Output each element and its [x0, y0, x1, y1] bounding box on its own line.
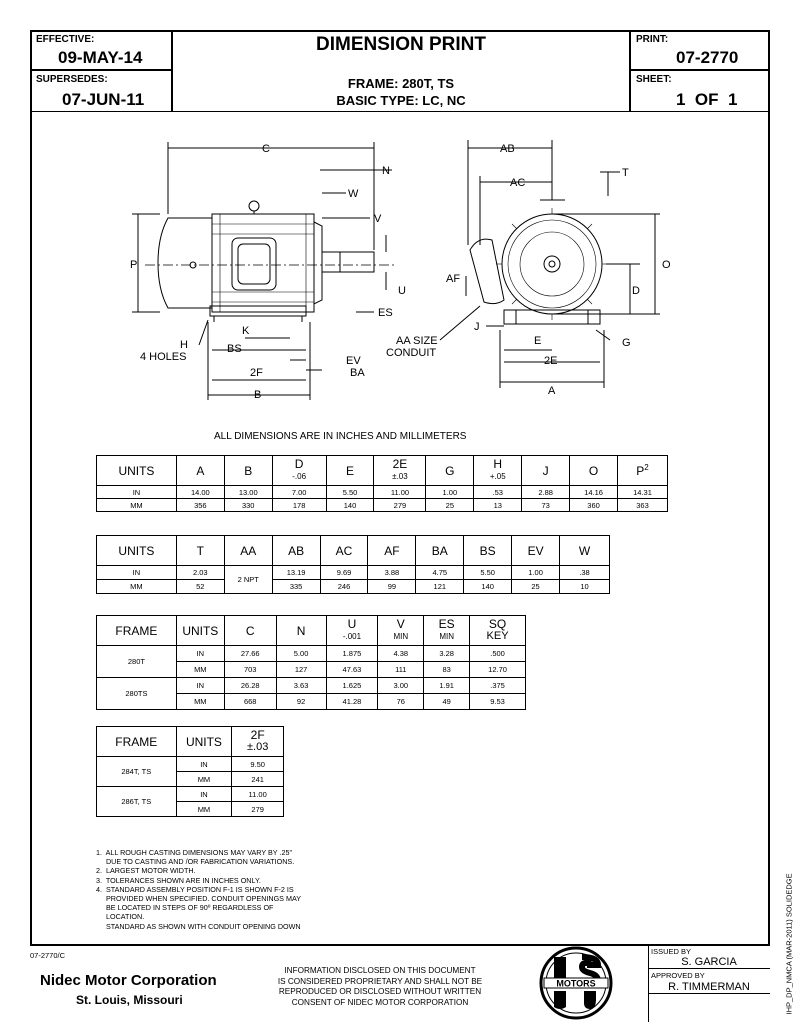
print-number: 07-2770	[676, 48, 739, 67]
t2-cell: 246	[320, 580, 368, 594]
t3-h-c: C	[224, 616, 276, 646]
t3-cell: 4.38	[378, 646, 424, 662]
all-dims-note: ALL DIMENSIONS ARE IN INCHES AND MILLIMETERS	[214, 431, 467, 442]
t1-cell: 14.00	[176, 486, 224, 499]
t3-cell: IN	[176, 646, 224, 662]
t3-h-sq-key: SQ KEY	[470, 616, 526, 646]
dim-n: N	[382, 165, 390, 177]
t1-cell: 5.50	[326, 486, 374, 499]
us-motors-logo	[538, 945, 614, 1021]
t3-cell: 1.625	[326, 678, 378, 694]
t1-h-b: B	[224, 456, 272, 486]
dim-b: B	[254, 389, 262, 401]
side-feet	[210, 306, 306, 316]
table-row	[97, 787, 284, 802]
t1-cell: 2.88	[522, 486, 570, 499]
dim-h: H	[180, 339, 188, 351]
t3-h-es: ES MIN	[424, 616, 470, 646]
dim-4holes: 4 HOLES	[140, 351, 187, 363]
sheet-number: 1 OF 1	[676, 90, 738, 109]
dim-a: A	[548, 385, 556, 397]
t3-cell: .375	[470, 678, 526, 694]
supersedes-label: SUPERSEDES:	[36, 74, 108, 85]
t3-cell: 3.00	[378, 678, 424, 694]
disclaimer-line: REPRODUCED OR DISCLOSED WITHOUT WRITTEN	[278, 987, 482, 996]
effective-date: 09-MAY-14	[58, 48, 143, 67]
t1-h-units: UNITS	[97, 456, 177, 486]
table-row	[97, 757, 284, 772]
t4-cell: IN	[176, 757, 232, 772]
t3-cell: 111	[378, 662, 424, 678]
approved-by: R. TIMMERMAN	[648, 981, 770, 994]
t2-cell: 335	[272, 580, 320, 594]
t3-h-units: UNITS	[176, 616, 224, 646]
table-row	[97, 646, 526, 662]
t1-h-a: A	[176, 456, 224, 486]
t2-h-af: AF	[368, 536, 416, 566]
t2-cell: 9.69	[320, 566, 368, 580]
dim-t: T	[622, 167, 629, 179]
t2-cell: 5.50	[464, 566, 512, 580]
t1-h-j: J	[522, 456, 570, 486]
end-shaft	[544, 256, 560, 272]
t2-cell: 1.00	[512, 566, 560, 580]
t3-cell: 668	[224, 694, 276, 710]
t1-cell: 1.00	[426, 486, 474, 499]
t2-cell: IN	[97, 566, 177, 580]
t2-h-t: T	[176, 536, 224, 566]
t3-h-n: N	[276, 616, 326, 646]
side-frame	[212, 214, 314, 312]
t2-cell: .38	[560, 566, 610, 580]
t3-h-v: V MIN	[378, 616, 424, 646]
t4-cell: 241	[232, 772, 284, 787]
dim-o: O	[662, 259, 671, 271]
t1-cell: 7.00	[272, 486, 326, 499]
dim-v: V	[374, 213, 382, 225]
dim-d: D	[632, 285, 640, 297]
disclaimer-line: IS CONSIDERED PROPRIETARY AND SHALL NOT BE	[277, 976, 483, 986]
t3-frame-280t: 280T	[97, 646, 177, 678]
t3-cell: 92	[276, 694, 326, 710]
t3-cell: 27.66	[224, 646, 276, 662]
t2-cell: 13.19	[272, 566, 320, 580]
note-line: STANDARD AS SHOWN WITH CONDUIT OPENING DOWN	[96, 921, 301, 931]
note-line: BE LOCATED IN STEPS OF 90º REGARDLESS OF	[96, 903, 274, 913]
dim-bs: BS	[227, 343, 242, 355]
disclaimer-line: CONSENT OF NIDEC MOTOR CORPORATION	[291, 997, 469, 1007]
t1-cell: 13	[474, 499, 522, 512]
t3-cell: 3.28	[424, 646, 470, 662]
t1-cell: 13.00	[224, 486, 272, 499]
t3-cell: 26.28	[224, 678, 276, 694]
sheet-label: SHEET:	[636, 74, 672, 85]
note-line: 3. TOLERANCES SHOWN ARE IN INCHES ONLY.	[96, 875, 261, 885]
motor-drawing	[0, 0, 800, 430]
t3-h-frame: FRAME	[97, 616, 177, 646]
t3-cell: 703	[224, 662, 276, 678]
t3-cell: 5.00	[276, 646, 326, 662]
t4-cell: 11.00	[232, 787, 284, 802]
t3-cell: 49	[424, 694, 470, 710]
company-city: St. Louis, Missouri	[76, 993, 183, 1007]
t2-cell: 2.03	[176, 566, 224, 580]
print-label: PRINT:	[636, 34, 669, 45]
t3-cell: 41.28	[326, 694, 378, 710]
supersedes-date: 07-JUN-11	[62, 90, 145, 109]
t3-cell: IN	[176, 678, 224, 694]
side-endbell	[158, 218, 212, 308]
note-line: LOCATION.	[96, 912, 145, 922]
t2-h-units: UNITS	[97, 536, 177, 566]
t1-cell: 363	[618, 499, 668, 512]
t1-cell: 360	[570, 499, 618, 512]
t2-cell: 140	[464, 580, 512, 594]
t3-cell: 1.875	[326, 646, 378, 662]
dim-ac: AC	[510, 177, 526, 189]
t2-cell: 121	[416, 580, 464, 594]
table-frame-dimensions	[96, 615, 526, 710]
t2-cell: 52	[176, 580, 224, 594]
table-row	[97, 499, 668, 512]
t1-cell: 330	[224, 499, 272, 512]
dim-g: G	[622, 337, 631, 349]
t3-cell: 9.53	[470, 694, 526, 710]
issued-by: S. GARCIA	[648, 956, 770, 969]
t2-cell: 4.75	[416, 566, 464, 580]
approved-by-label: APPROVED BY	[651, 971, 705, 980]
t1-cell: 14.31	[618, 486, 668, 499]
note-line: 2. LARGEST MOTOR WIDTH.	[96, 866, 196, 876]
dim-af: AF	[446, 273, 461, 285]
side-code: IHP_DP_NMCA (MAR-2011) SOLIDEDGE	[784, 873, 794, 1015]
t4-cell: IN	[176, 787, 232, 802]
t2-h-ac: AC	[320, 536, 368, 566]
dim-ba: BA	[350, 367, 365, 379]
t3-cell: .500	[470, 646, 526, 662]
t1-h-p: $P^2$	[618, 456, 668, 486]
t4-cell: MM	[176, 802, 232, 817]
dim-k: K	[242, 325, 250, 337]
effective-label: EFFECTIVE:	[36, 34, 95, 45]
disclaimer	[258, 966, 502, 1008]
t3-cell: 83	[424, 662, 470, 678]
t3-cell: 76	[378, 694, 424, 710]
issued-by-label: ISSUED BY	[651, 947, 692, 956]
dim-ab: AB	[500, 143, 515, 155]
t1-cell: 73	[522, 499, 570, 512]
t1-cell: 140	[326, 499, 374, 512]
t3-frame-280ts: 280TS	[97, 678, 177, 710]
dim-e: E	[534, 335, 542, 347]
table-dimensions-2	[96, 535, 610, 594]
company-name: Nidec Motor Corporation	[40, 972, 217, 989]
table-row	[97, 678, 526, 694]
t4-cell: 9.50	[232, 757, 284, 772]
t1-cell: 14.16	[570, 486, 618, 499]
doc-code: 07-2770/C	[30, 951, 66, 960]
t1-cell: 178	[272, 499, 326, 512]
t3-cell: 3.63	[276, 678, 326, 694]
frame-line: FRAME: 280T, TS	[347, 76, 455, 91]
t2-cell: 10	[560, 580, 610, 594]
t1-h-o: O	[570, 456, 618, 486]
dim-2e: 2E	[544, 355, 558, 367]
t1-h-h: H +.05	[474, 456, 522, 486]
dim-ev: EV	[346, 355, 361, 367]
t1-cell: 25	[426, 499, 474, 512]
t4-cell: MM	[176, 772, 232, 787]
dim-conduit: CONDUIT	[386, 347, 437, 359]
t3-cell: 127	[276, 662, 326, 678]
t2-h-ba: BA	[416, 536, 464, 566]
t2-h-w: W	[560, 536, 610, 566]
t2-cell: MM	[97, 580, 177, 594]
t2-h-bs: BS	[464, 536, 512, 566]
t3-h-u: U -.001	[326, 616, 378, 646]
t4-frame-284: 284T, TS	[97, 757, 177, 787]
table-row	[97, 580, 610, 594]
t1-h-g: G	[426, 456, 474, 486]
t1-cell: IN	[97, 486, 177, 499]
note-line: DUE TO CASTING AND /OR FABRICATION VARIATIONS.	[96, 857, 295, 867]
t2-aa-value: 2 NPT	[224, 566, 272, 594]
dim-j: J	[474, 321, 480, 333]
t4-frame-286: 286T, TS	[97, 787, 177, 817]
dim-p: P	[130, 259, 138, 271]
t3-cell: 12.70	[470, 662, 526, 678]
note-line: PROVIDED WHEN SPECIFIED. CONDUIT OPENINGS MAY	[96, 894, 302, 904]
t1-cell: 356	[176, 499, 224, 512]
t1-h-d: D -.06	[272, 456, 326, 486]
table-dimensions-1	[96, 455, 668, 512]
note-line: 1. ALL ROUGH CASTING DIMENSIONS MAY VARY BY .25"	[96, 848, 293, 857]
dim-2f: 2F	[250, 367, 263, 379]
t3-cell: MM	[176, 694, 224, 710]
dim-es: ES	[378, 307, 393, 319]
t1-h-e: E	[326, 456, 374, 486]
dim-aa-size: AA SIZE	[396, 335, 438, 347]
dim-w: W	[348, 188, 359, 200]
t1-cell: .53	[474, 486, 522, 499]
t2-h-aa: AA	[224, 536, 272, 566]
side-shaft	[322, 252, 374, 272]
dim-c: C	[262, 143, 270, 155]
t3-cell: 47.63	[326, 662, 378, 678]
table-row	[97, 566, 610, 580]
end-conduit-box	[470, 239, 504, 303]
t4-cell: 279	[232, 802, 284, 817]
t4-h-units: UNITS	[176, 727, 232, 757]
t1-cell: 279	[374, 499, 426, 512]
t1-h-2e: 2E ±.03	[374, 456, 426, 486]
page-title: DIMENSION PRINT	[316, 34, 486, 55]
basic-type-line: BASIC TYPE: LC, NC	[336, 93, 466, 108]
t3-cell: MM	[176, 662, 224, 678]
t2-cell: 99	[368, 580, 416, 594]
t2-h-ab: AB	[272, 536, 320, 566]
table-row	[97, 486, 668, 499]
t1-cell: 11.00	[374, 486, 426, 499]
logo-text: MOTORS	[556, 978, 596, 989]
t2-cell: 3.88	[368, 566, 416, 580]
dim-u: U	[398, 285, 406, 297]
note-line: 4. STANDARD ASSEMBLY POSITION F-1 IS SHOWN F-2 IS	[96, 884, 294, 894]
lifting-eye	[249, 201, 259, 211]
notes	[96, 848, 301, 931]
t2-h-ev: EV	[512, 536, 560, 566]
t1-cell: MM	[97, 499, 177, 512]
disclaimer-line: INFORMATION DISCLOSED ON THIS DOCUMENT	[284, 966, 476, 975]
t2-cell: 25	[512, 580, 560, 594]
table-2f	[96, 726, 284, 817]
t4-h-frame: FRAME	[97, 727, 177, 757]
t3-cell: 1.91	[424, 678, 470, 694]
t4-h-2f: 2F ±.03	[232, 727, 284, 757]
